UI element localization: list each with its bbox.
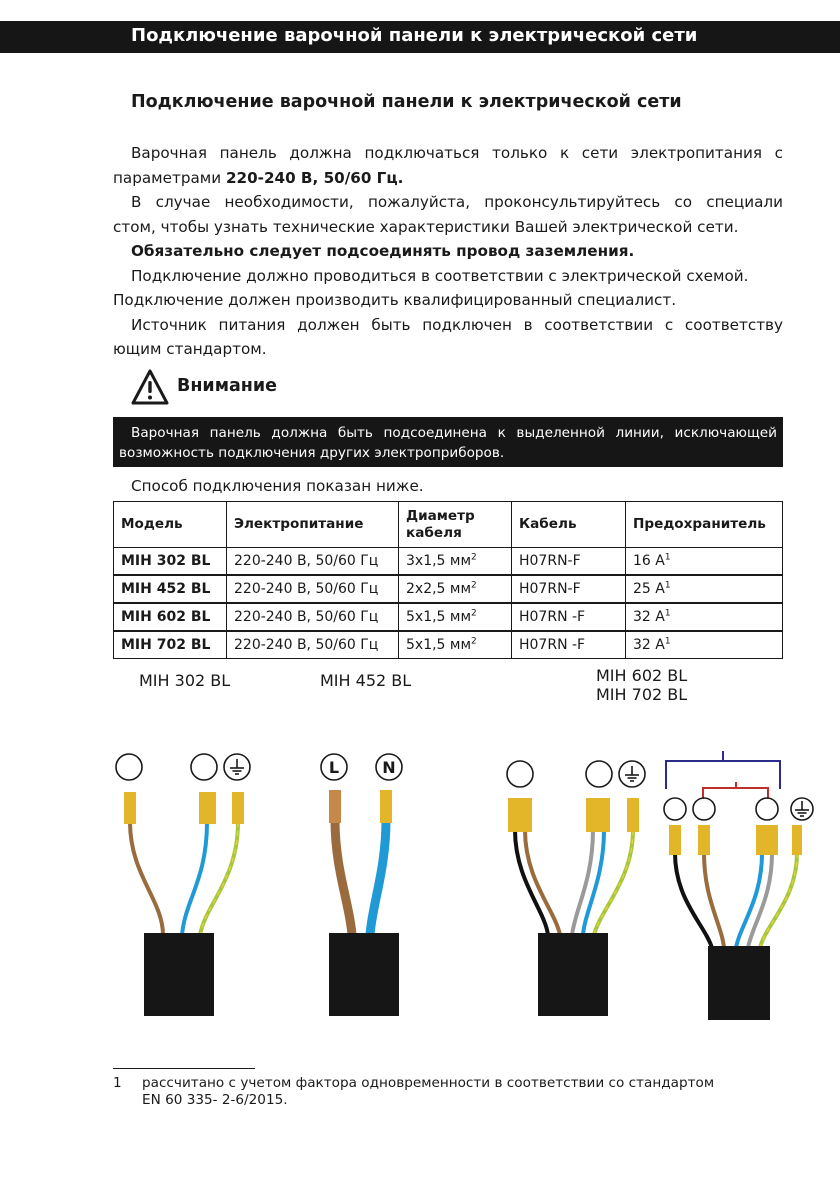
paragraph-4-line-1: Подключение должно проводиться в соответствии с электрической схемой. [131, 266, 749, 285]
terminal-circle [664, 798, 686, 820]
cell-power: 220-240 В, 50/60 Гц [227, 631, 399, 659]
body-text [113, 141, 783, 362]
cell-fuse-value: 32 A [633, 609, 665, 625]
cell-cable: H07RN -F [512, 603, 626, 631]
diagram-label-mih702: MIH 702 BL [596, 685, 688, 704]
diagram-mih302 [116, 754, 250, 1016]
cable-sheath [708, 946, 770, 1020]
grounding-notice: Обязательно следует подсоединять провод заземления. [131, 242, 635, 260]
footnote-number: 1 [113, 1075, 122, 1091]
warning-title: Внимание [177, 376, 278, 396]
paragraph-1-line-1: Варочная панель должна подключаться только к сети электропитания с [131, 144, 783, 162]
paragraph-5-line-2: ющим стандартом. [113, 340, 267, 358]
cell-model: MIH 302 BL [114, 548, 227, 576]
diagram-mih702 [664, 751, 813, 1020]
cell-diameter [399, 631, 512, 659]
warning-triangle-icon [130, 368, 170, 408]
table-row [114, 631, 783, 659]
diagram-label-mih602: MIH 602 BL [596, 666, 688, 685]
cell-diameter [399, 603, 512, 631]
cell-cable: H07RN -F [512, 631, 626, 659]
terminal-sleeve [627, 798, 639, 832]
terminal-circle [693, 798, 715, 820]
brown-wire [335, 820, 352, 935]
column-header-power: Электропитание [227, 502, 399, 548]
cell-cable: H07RN-F [512, 548, 626, 576]
cell-diameter-value: 5x1,5 мм [406, 637, 472, 653]
section-title: Подключение варочной панели к электрической сети [131, 92, 682, 112]
cell-fuse-value: 25 A [633, 581, 665, 597]
cell-diameter-value: 3x1,5 мм [406, 553, 472, 569]
cell-fuse [626, 631, 783, 659]
cell-fuse [626, 603, 783, 631]
terminal-circle [756, 798, 778, 820]
cell-model: MIH 602 BL [114, 603, 227, 631]
paragraph-1-prefix: параметрами [113, 168, 226, 187]
spec-table [113, 501, 783, 659]
column-header-diameter-text: Диаметр кабеля [406, 507, 475, 541]
cell-fuse-sup: 1 [664, 580, 671, 591]
wiring-diagrams [0, 740, 840, 1030]
ground-icon [625, 766, 639, 781]
cable-sheath [144, 933, 214, 1016]
terminal-sleeve [199, 792, 216, 824]
footnote-text [142, 1075, 762, 1109]
cell-cable: H07RN-F [512, 575, 626, 603]
terminal-sleeve [669, 825, 681, 855]
terminal-sleeve [232, 792, 244, 824]
terminal-circle [586, 761, 612, 787]
cell-diameter-sup: 2 [471, 552, 477, 563]
terminal-circle [191, 754, 217, 780]
paragraph-2-line-2: стом, чтобы узнать технические характеристики Вашей электрической сети. [113, 217, 739, 236]
cell-fuse-value: 16 A [633, 553, 665, 569]
cell-fuse-sup: 1 [664, 552, 671, 563]
terminal-sleeve [508, 798, 532, 832]
column-header-model: Модель [114, 502, 227, 548]
warning-line-2: возможность подключения других электроприборов. [119, 445, 505, 461]
blue-wire [736, 853, 762, 948]
ground-icon [230, 759, 244, 774]
cell-diameter-sup: 2 [471, 580, 477, 591]
cell-diameter [399, 548, 512, 576]
column-header-fuse: Предохранитель [626, 502, 783, 548]
connection-method-text: Способ подключения показан ниже. [131, 477, 424, 495]
cell-diameter-value: 5x1,5 мм [406, 609, 472, 625]
blue-wire [182, 822, 207, 935]
cell-diameter-sup: 2 [471, 608, 477, 619]
cell-model: MIH 702 BL [114, 631, 227, 659]
header-title: Подключение варочной панели к электрической сети [131, 25, 698, 46]
warning-line-1: Варочная панель должна быть подсоединена к выделенной линии, исключающей [131, 425, 777, 441]
cell-power: 220-240 В, 50/60 Гц [227, 603, 399, 631]
terminal-sleeve [756, 825, 778, 855]
table-row [114, 603, 783, 631]
footnote-divider [113, 1068, 255, 1069]
paragraph-1-line-2 [113, 166, 783, 191]
black-wire [515, 830, 548, 935]
cell-fuse [626, 548, 783, 576]
table-header-row [114, 502, 783, 548]
cell-power: 220-240 В, 50/60 Гц [227, 575, 399, 603]
cell-fuse-value: 32 A [633, 637, 665, 653]
diagram-label-mih302: MIH 302 BL [139, 671, 231, 690]
paragraph-5-line-1: Источник питания должен быть подключен в соответствии с соответству [131, 315, 783, 334]
cell-diameter-sup: 2 [471, 636, 477, 647]
brown-wire [130, 822, 163, 935]
header-bar [0, 21, 840, 53]
column-header-cable: Кабель [512, 502, 626, 548]
ground-icon [795, 801, 809, 816]
live-terminal-label: L [328, 758, 340, 777]
warning-box [113, 417, 783, 467]
terminal-sleeve [329, 790, 341, 823]
terminal-sleeve [792, 825, 802, 855]
column-header-diameter [399, 502, 512, 548]
ground-wire [594, 830, 633, 935]
power-spec-bold: 220-240 В, 50/60 Гц. [225, 168, 404, 187]
paragraph-4-line-2: Подключение должен производить квалифицированный специалист. [113, 291, 677, 309]
table-row [114, 548, 783, 576]
neutral-terminal-label: N [382, 758, 396, 777]
terminal-sleeve [586, 798, 610, 832]
diagram-mih452 [321, 754, 402, 1016]
diagram-label-mih452: MIH 452 BL [320, 671, 412, 690]
cell-fuse-sup: 1 [664, 636, 671, 647]
grey-wire [572, 830, 593, 935]
bridge-red [703, 782, 768, 799]
terminal-sleeve [124, 792, 136, 824]
footnote-line-2: EN 60 335- 2-6/2015. [142, 1092, 288, 1108]
cell-fuse-sup: 1 [664, 608, 671, 619]
terminal-circle [116, 754, 142, 780]
bridge-blue [666, 751, 780, 789]
cell-fuse [626, 575, 783, 603]
footnote-line-1: рассчитано с учетом фактора одновременности в соответствии со стандартом [142, 1075, 715, 1091]
blue-wire [370, 820, 386, 935]
cell-model: MIH 452 BL [114, 575, 227, 603]
cell-power: 220-240 В, 50/60 Гц [227, 548, 399, 576]
diagram-mih602 [507, 761, 645, 1016]
terminal-circle [507, 761, 533, 787]
table-row [114, 575, 783, 603]
cable-sheath [538, 933, 608, 1016]
terminal-sleeve [380, 790, 392, 823]
cell-diameter [399, 575, 512, 603]
paragraph-2-line-1: В случае необходимости, пожалуйста, проконсультируйтесь со специали [131, 193, 783, 211]
terminal-sleeve [698, 825, 710, 855]
cell-diameter-value: 2x2,5 мм [406, 581, 472, 597]
cable-sheath [329, 933, 399, 1016]
